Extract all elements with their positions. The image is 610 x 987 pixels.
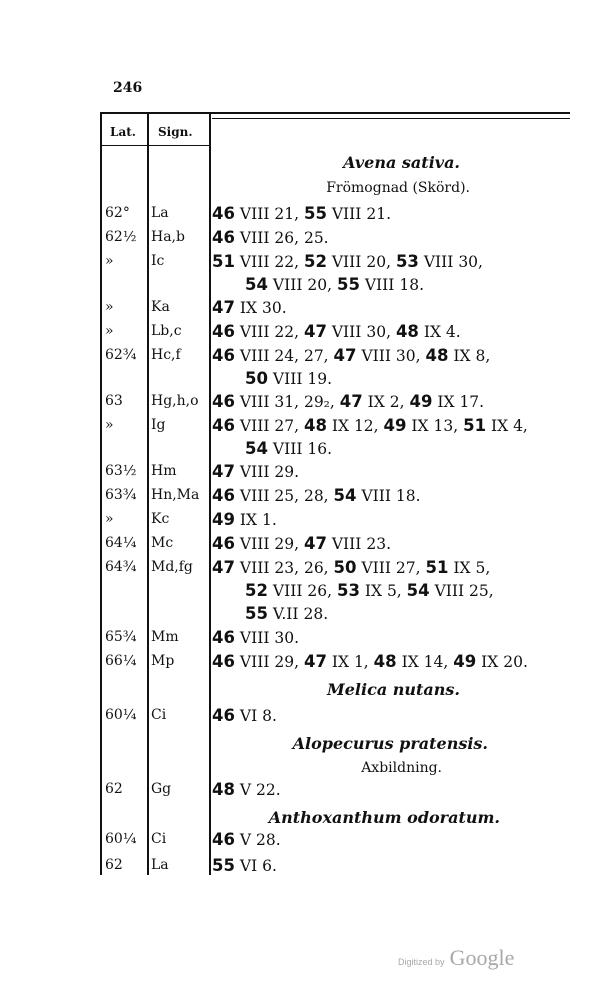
year-number: 47 <box>212 462 235 481</box>
observation-entry <box>212 628 299 647</box>
species-heading: Melica nutans. <box>327 680 460 699</box>
observation-entry <box>212 830 281 849</box>
date-text: IX 2, <box>362 393 410 411</box>
watermark-brand: Google <box>449 945 515 970</box>
year-number: 54 <box>406 581 430 600</box>
signature-cell: Hc,f <box>151 347 181 363</box>
signature-cell: Kc <box>151 511 170 527</box>
observation-entry <box>212 228 329 247</box>
year-number: 47 <box>212 298 235 317</box>
observation-entry <box>212 416 528 435</box>
date-text: VIII 21, <box>234 205 304 223</box>
observation-entry <box>212 252 483 271</box>
signature-cell: Hn,Ma <box>151 487 200 503</box>
year-number: 50 <box>333 558 357 577</box>
year-number: 46 <box>212 706 235 725</box>
date-text: VIII 29. <box>234 463 300 481</box>
signature-cell: Ic <box>151 253 165 269</box>
column-divider-left <box>100 112 102 875</box>
date-text: IX 1, <box>326 653 374 671</box>
year-number: 47 <box>333 346 357 365</box>
observation-entry <box>212 462 299 481</box>
date-text: VIII 19. <box>267 370 333 388</box>
observation-entry <box>212 558 490 577</box>
signature-cell: Mm <box>151 629 179 645</box>
species-heading: Anthoxanthum odoratum. <box>268 808 500 827</box>
latitude-cell: » <box>105 323 114 339</box>
signature-cell: Ka <box>151 299 170 315</box>
year-number: 52 <box>245 581 268 600</box>
species-heading: Alopecurus pratensis. <box>292 734 488 753</box>
year-number: 46 <box>212 416 235 435</box>
observation-entry <box>245 275 424 294</box>
signature-cell: La <box>151 857 169 873</box>
date-text: VI 6. <box>234 857 277 875</box>
date-text: VIII 25, <box>429 582 494 600</box>
date-text: IX 30. <box>234 299 287 317</box>
watermark-prefix: Digitized by <box>398 957 445 967</box>
date-text: VIII 30. <box>234 629 300 647</box>
date-text: V 28. <box>234 831 281 849</box>
year-number: 55 <box>245 604 268 623</box>
year-number: 48 <box>425 346 449 365</box>
observation-entry <box>212 322 461 341</box>
date-text: VIII 30, <box>326 323 396 341</box>
year-number: 51 <box>463 416 487 435</box>
date-text: VIII 31, 29₂, <box>234 393 340 411</box>
latitude-cell: 63 <box>105 393 123 409</box>
observation-entry <box>245 581 494 600</box>
year-number: 54 <box>245 275 268 294</box>
latitude-cell: » <box>105 299 114 315</box>
signature-cell: Ci <box>151 831 167 847</box>
date-text: VIII 26, <box>267 582 337 600</box>
signature-cell: Gg <box>151 781 172 797</box>
date-text: VIII 24, 27, <box>234 347 334 365</box>
date-text: IX 1. <box>234 511 277 529</box>
latitude-cell: » <box>105 253 114 269</box>
latitude-cell: 62¾ <box>105 347 137 363</box>
date-text: VIII 27, <box>356 559 426 577</box>
latitude-cell: » <box>105 511 114 527</box>
date-text: VIII 22, <box>234 323 304 341</box>
year-number: 46 <box>212 830 235 849</box>
year-number: 49 <box>453 652 477 671</box>
sign-column-header: Sign. <box>158 125 193 139</box>
date-text: IX 4. <box>418 323 461 341</box>
year-number: 52 <box>303 252 327 271</box>
top-rule <box>100 112 570 114</box>
date-text: VIII 22, <box>234 253 304 271</box>
year-number: 47 <box>303 534 327 553</box>
date-text: VIII 29, <box>234 535 304 553</box>
latitude-cell: 66¼ <box>105 653 137 669</box>
phase-subheading: Axbildning. <box>361 760 442 776</box>
column-divider-sign <box>209 112 211 875</box>
observation-entry <box>212 856 277 875</box>
signature-cell: La <box>151 205 169 221</box>
observation-entry <box>212 204 391 223</box>
date-text: VIII 30, <box>418 253 483 271</box>
date-text: V 22. <box>234 781 281 799</box>
date-text: VIII 23. <box>326 535 392 553</box>
year-number: 47 <box>303 322 327 341</box>
year-number: 48 <box>395 322 419 341</box>
date-text: VIII 26, 25. <box>234 229 329 247</box>
observation-entry <box>245 439 332 458</box>
year-number: 49 <box>212 510 235 529</box>
observation-entry <box>212 706 277 725</box>
date-text: IX 5, <box>448 559 491 577</box>
year-number: 53 <box>395 252 419 271</box>
latitude-cell: 63½ <box>105 463 137 479</box>
date-text: IX 17. <box>432 393 485 411</box>
date-text: VI 8. <box>234 707 277 725</box>
year-number: 49 <box>409 392 433 411</box>
latitude-cell: 65¾ <box>105 629 137 645</box>
lat-column-header: Lat. <box>110 125 136 139</box>
year-number: 48 <box>303 416 327 435</box>
header-rule <box>100 145 211 146</box>
latitude-cell: 62 <box>105 857 123 873</box>
phase-subheading: Frömognad (Skörd). <box>326 180 470 196</box>
year-number: 55 <box>212 856 235 875</box>
observation-entry <box>245 604 328 623</box>
date-text: IX 20. <box>476 653 528 671</box>
observation-entry <box>212 392 484 411</box>
date-text: VIII 16. <box>267 440 333 458</box>
year-number: 54 <box>333 486 357 505</box>
date-text: IX 13, <box>406 417 464 435</box>
latitude-cell: 60¼ <box>105 831 137 847</box>
year-number: 48 <box>212 780 235 799</box>
year-number: 55 <box>303 204 327 223</box>
date-text: IX 4, <box>486 417 528 435</box>
observation-entry <box>212 534 391 553</box>
year-number: 47 <box>303 652 327 671</box>
latitude-cell: 62 <box>105 781 123 797</box>
observation-entry <box>245 369 332 388</box>
year-number: 46 <box>212 486 235 505</box>
observation-entry <box>212 486 421 505</box>
year-number: 51 <box>425 558 449 577</box>
year-number: 46 <box>212 346 235 365</box>
signature-cell: Hg,h,o <box>151 393 199 409</box>
year-number: 46 <box>212 534 235 553</box>
date-text: VIII 23, 26, <box>234 559 334 577</box>
date-text: IX 12, <box>326 417 384 435</box>
date-text: VIII 20, <box>267 276 337 294</box>
date-text: VIII 20, <box>326 253 396 271</box>
signature-cell: Lb,c <box>151 323 182 339</box>
observation-entry <box>212 780 281 799</box>
signature-cell: Ha,b <box>151 229 185 245</box>
signature-cell: Ci <box>151 707 167 723</box>
signature-cell: Ig <box>151 417 166 433</box>
species-heading: Avena sativa. <box>343 153 460 172</box>
observation-entry <box>212 298 287 317</box>
date-text: V.II 28. <box>267 605 329 623</box>
observation-entry <box>212 346 490 365</box>
year-number: 55 <box>336 275 360 294</box>
year-number: 46 <box>212 322 235 341</box>
year-number: 49 <box>383 416 407 435</box>
year-number: 53 <box>336 581 360 600</box>
date-text: VIII 25, 28, <box>234 487 334 505</box>
google-watermark <box>398 945 514 971</box>
signature-cell: Hm <box>151 463 177 479</box>
column-divider-lat <box>147 112 149 875</box>
observation-entry <box>212 652 528 671</box>
page-number: 246 <box>113 80 143 96</box>
year-number: 50 <box>245 369 268 388</box>
latitude-cell: 60¼ <box>105 707 137 723</box>
date-text: VIII 18. <box>356 487 421 505</box>
date-text: IX 8, <box>448 347 491 365</box>
year-number: 47 <box>212 558 235 577</box>
date-text: VIII 27, <box>234 417 304 435</box>
latitude-cell: 63¾ <box>105 487 137 503</box>
year-number: 51 <box>212 252 235 271</box>
latitude-cell: » <box>105 417 114 433</box>
date-text: VIII 18. <box>359 276 425 294</box>
date-text: VIII 21. <box>326 205 392 223</box>
year-number: 46 <box>212 204 235 223</box>
year-number: 46 <box>212 628 235 647</box>
date-text: VIII 29, <box>234 653 304 671</box>
year-number: 48 <box>373 652 397 671</box>
year-number: 54 <box>245 439 268 458</box>
latitude-cell: 62° <box>105 205 130 221</box>
date-text: VIII 30, <box>356 347 426 365</box>
year-number: 46 <box>212 652 235 671</box>
date-text: IX 14, <box>396 653 454 671</box>
latitude-cell: 64¼ <box>105 535 137 551</box>
year-number: 46 <box>212 392 235 411</box>
observation-entry <box>212 510 277 529</box>
signature-cell: Md,fg <box>151 559 193 575</box>
year-number: 47 <box>339 392 363 411</box>
date-text: IX 5, <box>359 582 407 600</box>
signature-cell: Mc <box>151 535 174 551</box>
year-number: 46 <box>212 228 235 247</box>
signature-cell: Mp <box>151 653 175 669</box>
latitude-cell: 64¾ <box>105 559 137 575</box>
latitude-cell: 62½ <box>105 229 137 245</box>
top-rule-right <box>212 118 570 119</box>
